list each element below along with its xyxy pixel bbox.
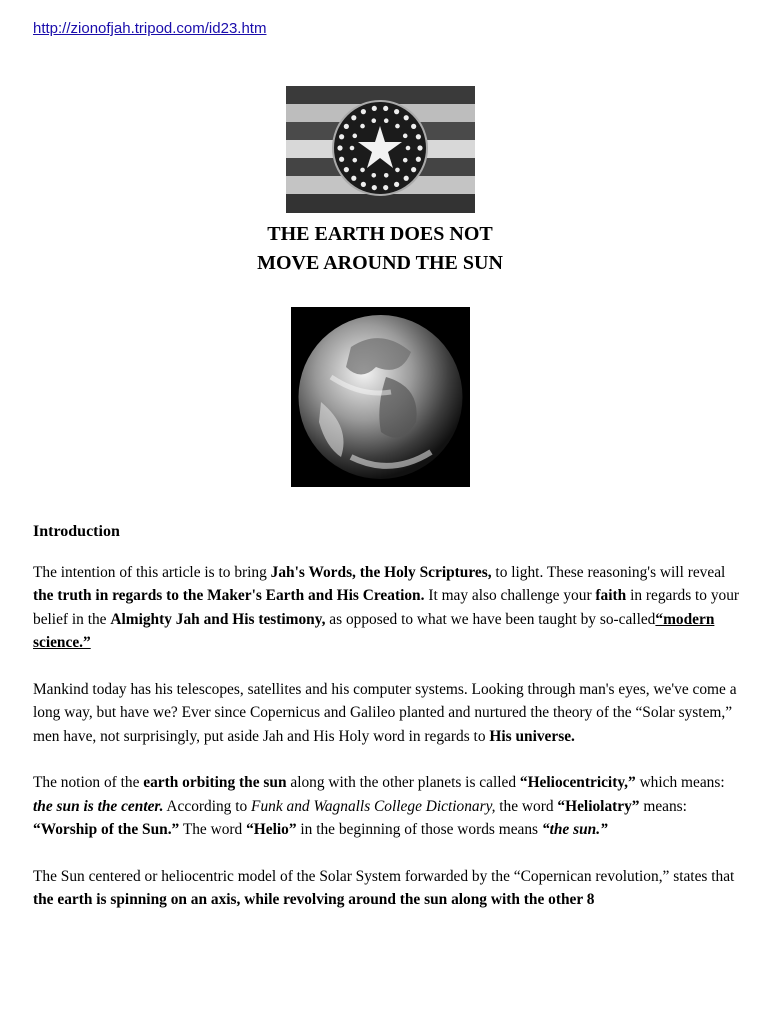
title-line-1: THE EARTH DOES NOT [267, 223, 493, 245]
text: which means: [635, 774, 725, 791]
bold-text: “Worship of the Sun.” [33, 821, 180, 838]
paragraph-4 [33, 865, 745, 912]
bold-text: His universe. [489, 727, 575, 745]
text: as opposed to what we have been taught by so-called [325, 610, 656, 628]
section-heading: Introduction [33, 523, 120, 540]
earth-photo [291, 307, 470, 487]
text: along with the other planets is called [286, 774, 520, 791]
text: The intention of this article is to bring [33, 563, 271, 581]
text: The Sun centered or heliocentric model of the Solar System forwarded by the “Copernican revolution,” states that [33, 867, 735, 885]
text: The word [179, 821, 247, 838]
article-title [0, 220, 760, 278]
paragraph-3 [33, 771, 745, 842]
bold-text: earth orbiting the sun [143, 774, 287, 791]
text: means: [639, 797, 687, 815]
bold-italic-text: “the sun.” [541, 821, 608, 838]
paragraph-2 [33, 678, 745, 749]
underlined-bold-text: “modern science.” [33, 610, 715, 651]
bold-text: “Heliolatry” [557, 797, 640, 815]
paragraph-1 [33, 561, 745, 655]
source-url-link[interactable]: http://zionofjah.tripod.com/id23.htm [33, 20, 267, 37]
bold-text: Jah's Words, the Holy Scriptures, [270, 563, 492, 581]
text: in the beginning of those words means [296, 821, 542, 838]
bold-text: Almighty Jah and His testimony, [110, 610, 326, 628]
article-body [33, 520, 745, 935]
text: to light. These reasoning's will reveal [491, 563, 726, 581]
bold-text: “Heliocentricity,” [519, 774, 636, 791]
bold-text: “Helio” [246, 821, 297, 838]
text: According to [163, 797, 252, 815]
bold-italic-text: the sun is the center. [33, 797, 164, 815]
italic-text: Funk and Wagnalls College Dictionary, [251, 797, 496, 815]
title-line-2: MOVE AROUND THE SUN [257, 252, 503, 274]
text: the word [495, 797, 558, 815]
text: It may also challenge your [424, 587, 596, 604]
flag-image [286, 86, 475, 213]
text: in regards to your belief in the [33, 587, 740, 628]
bold-text: the earth is spinning on an axis, while revolving around the sun along with the other 8 [33, 891, 595, 908]
text: Mankind today has his telescopes, satellites and his computer systems. Looking through man's eyes, we've come a long way, but have we? Ever since Copernicus and Galileo planted and nurtured the theory of the “Solar system,” men have, not surprisingly, put aside Jah and His Holy word in regards to [33, 680, 737, 745]
bold-text: the truth in regards to the Maker's Earth and His Creation. [33, 587, 425, 604]
text: The notion of the [33, 774, 144, 791]
bold-text: faith [595, 587, 627, 604]
